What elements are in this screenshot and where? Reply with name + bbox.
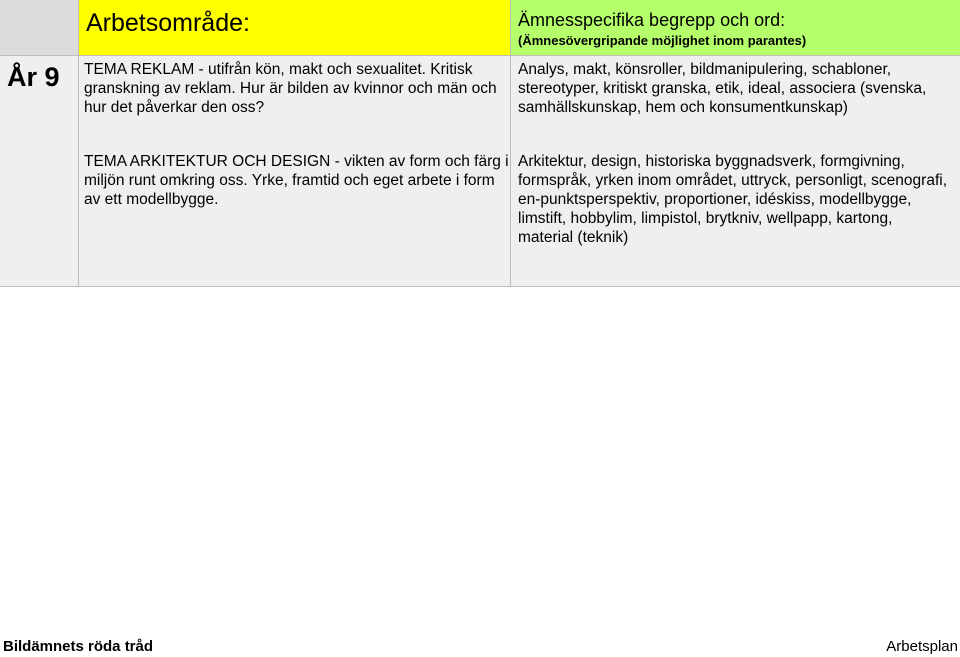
theme-arkitektur <box>84 152 509 209</box>
year-header-cell <box>0 0 79 56</box>
theme-description: - utifrån kön, makt och sexualitet. Kritisk granskning av reklam. Hur är bilden av kvinnor och män och hur det påverkar den oss? <box>84 61 497 116</box>
area-title: Arbetsområde: <box>86 9 250 37</box>
table-bottom-border <box>0 286 960 287</box>
footer-title: Bildämnets röda tråd <box>3 638 154 655</box>
footer-section: Arbetsplan <box>886 638 958 655</box>
theme-description: - vikten av form och färg i miljön runt omkring oss. Yrke, framtid och eget arbete i form av ett modellbygge. <box>84 153 509 208</box>
theme-reklam <box>84 60 509 117</box>
terms-subtitle: (Ämnesövergripande möjlighet inom parantes) <box>518 33 807 48</box>
year-label: År 9 <box>7 62 60 92</box>
terms-title: Ämnesspecifika begrepp och ord: <box>518 10 786 30</box>
theme-label: TEMA REKLAM <box>84 61 195 78</box>
terms-arkitektur: Arkitektur, design, historiska byggnadsverk, formgivning, formspråk, yrken inom området, uttryck, personligt, scenografi, en-punktsperspektiv, proportioner, idéskiss, modellbygge, limstift, hobbylim, limpistol, brytkniv, wellpapp, kartong, material (teknik) <box>518 153 947 246</box>
theme-label: TEMA ARKITEKTUR OCH DESIGN <box>84 153 331 170</box>
terms-reklam: Analys, makt, könsroller, bildmanipulering, schabloner, stereotyper, kritiskt granska, etik, ideal, associera (svenska, samhällskunskap, hem och konsumentkunskap) <box>518 61 927 116</box>
